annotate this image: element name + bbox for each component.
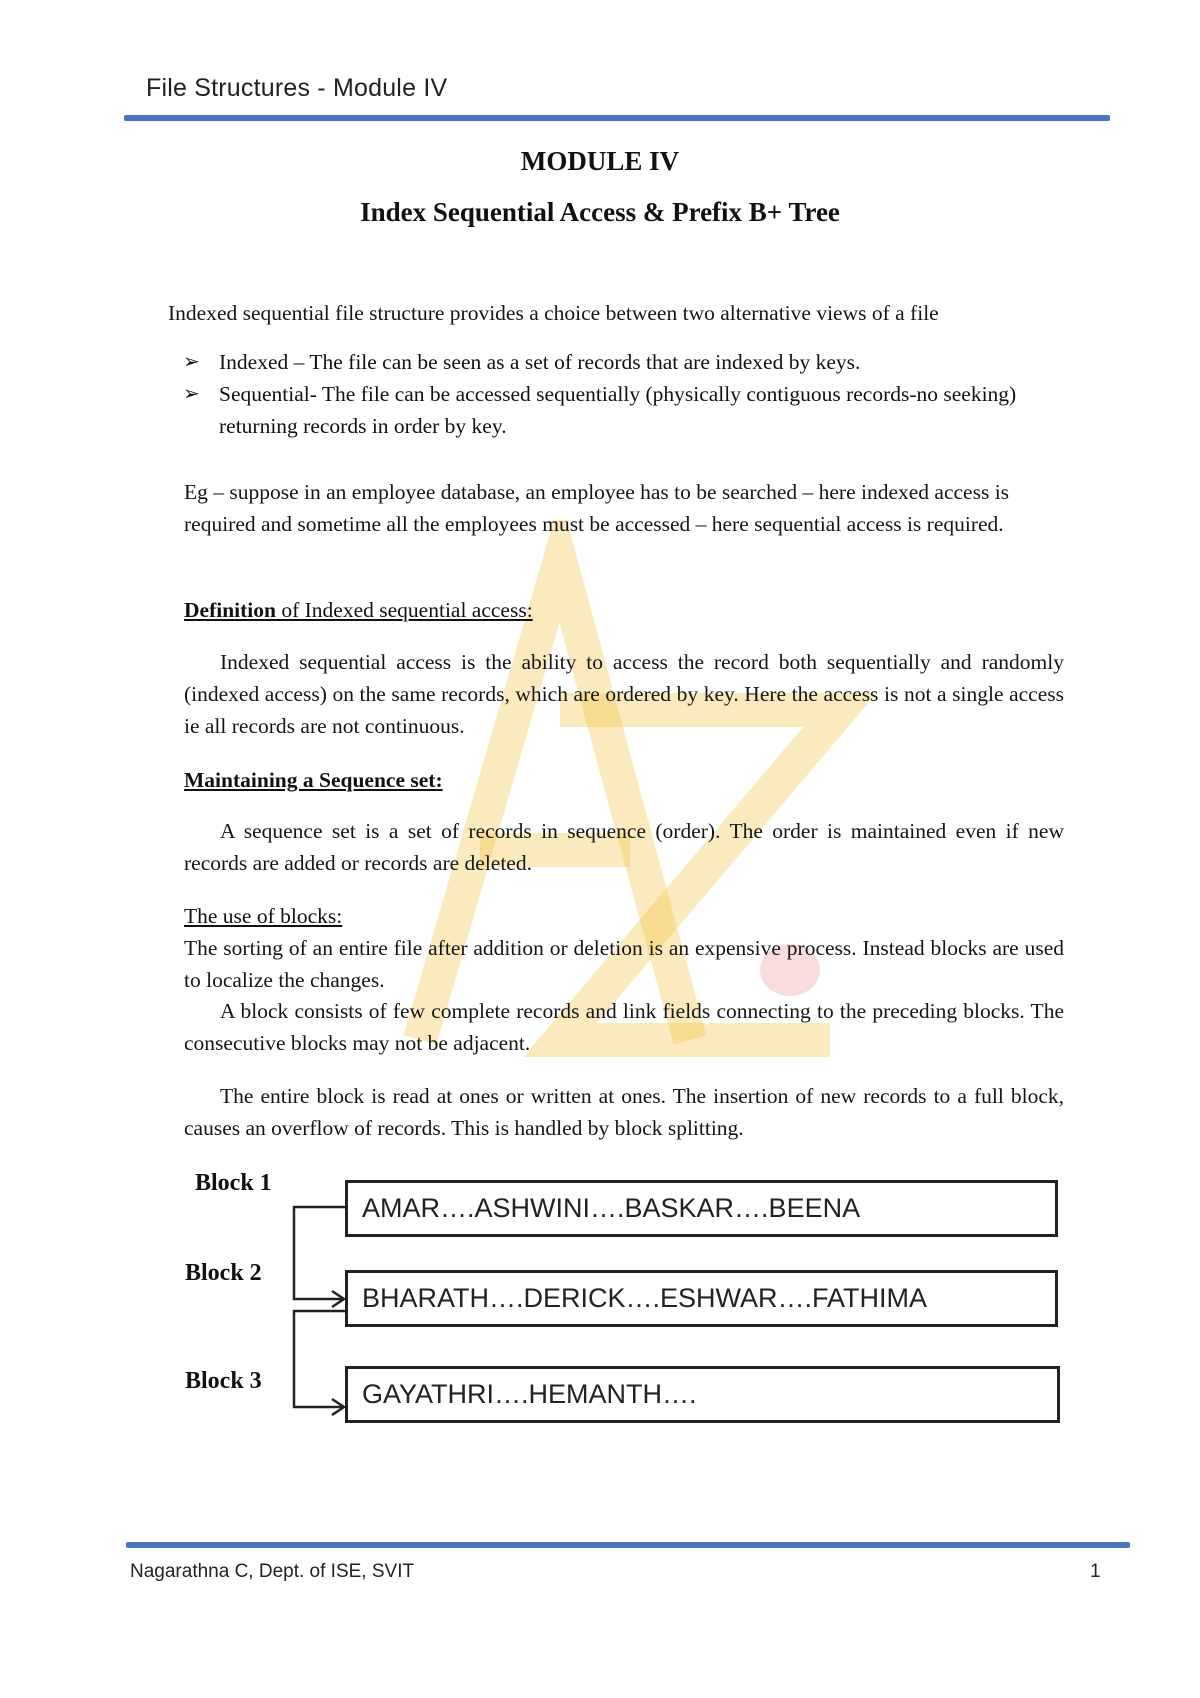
module-heading: MODULE IV (520, 146, 680, 176)
list-item (183, 346, 1063, 378)
page-number: 1 (1090, 1561, 1101, 1582)
sequence-set-heading: Maintaining a Sequence set: (184, 768, 443, 792)
example-paragraph: Eg – suppose in an employee database, an employee has to be searched – here indexed access is required and sometime all the employees must be accessed – here sequential access is required. (184, 480, 1010, 536)
footer-author: Nagarathna C, Dept. of ISE, SVIT (130, 1561, 415, 1582)
blocks-heading: The use of blocks: (184, 904, 343, 928)
blocks-paragraph-1: The sorting of an entire file after addition or deletion is an expensive process. Instead blocks are used to localize the changes. (184, 936, 1064, 992)
header-title: File Structures - Module IV (146, 74, 448, 102)
definition-heading-bold: Definition (184, 598, 276, 622)
block-3-label: Block 3 (185, 1368, 262, 1394)
link-arrow-2 (294, 1311, 346, 1407)
block-link-connectors (280, 1195, 360, 1435)
link-arrow-1 (294, 1207, 346, 1299)
block-3-box: GAYATHRI….HEMANTH…. (345, 1366, 1060, 1423)
views-list (183, 346, 1063, 442)
definition-heading (184, 594, 533, 626)
arrow-bullet-icon: ➢ (183, 351, 200, 373)
blocks-paragraph-2: A block consists of few complete records and link fields connecting to the preceding blocks. The consecutive blocks may not be adjacent. (184, 999, 1064, 1055)
bullet-text: Sequential- The file can be accessed sequentially (physically contiguous records-no seeking) returning records in order by key. (219, 382, 1017, 438)
blocks-paragraph-3: The entire block is read at ones or written at ones. The insertion of new records to a full block, causes an overflow of records. This is handled by block splitting. (184, 1084, 1064, 1140)
arrow-bullet-icon: ➢ (183, 383, 200, 405)
bullet-text: Indexed – The file can be seen as a set of records that are indexed by keys. (219, 350, 861, 374)
intro-paragraph: Indexed sequential file structure provides a choice between two alternative views of a file (168, 301, 939, 325)
block-2-label: Block 2 (185, 1260, 262, 1286)
module-subtitle: Index Sequential Access & Prefix B+ Tree (360, 197, 840, 227)
sequence-set-paragraph: A sequence set is a set of records in sequence (order). The order is maintained even if new records are added or records are deleted. (184, 819, 1064, 875)
block-1-box: AMAR….ASHWINI….BASKAR….BEENA (345, 1180, 1058, 1237)
list-item (183, 378, 1063, 442)
definition-heading-rest: of Indexed sequential access: (275, 598, 533, 622)
definition-paragraph: Indexed sequential access is the ability to access the record both sequentially and randomly (indexed access) on the same records, which are ordered by key. Here the access is not a single access ie all records are not continuous. (184, 650, 1064, 738)
footer-rule (126, 1542, 1130, 1548)
block-2-box: BHARATH….DERICK….ESHWAR….FATHIMA (345, 1270, 1058, 1327)
header-rule (124, 115, 1110, 121)
block-1-label: Block 1 (195, 1170, 272, 1196)
